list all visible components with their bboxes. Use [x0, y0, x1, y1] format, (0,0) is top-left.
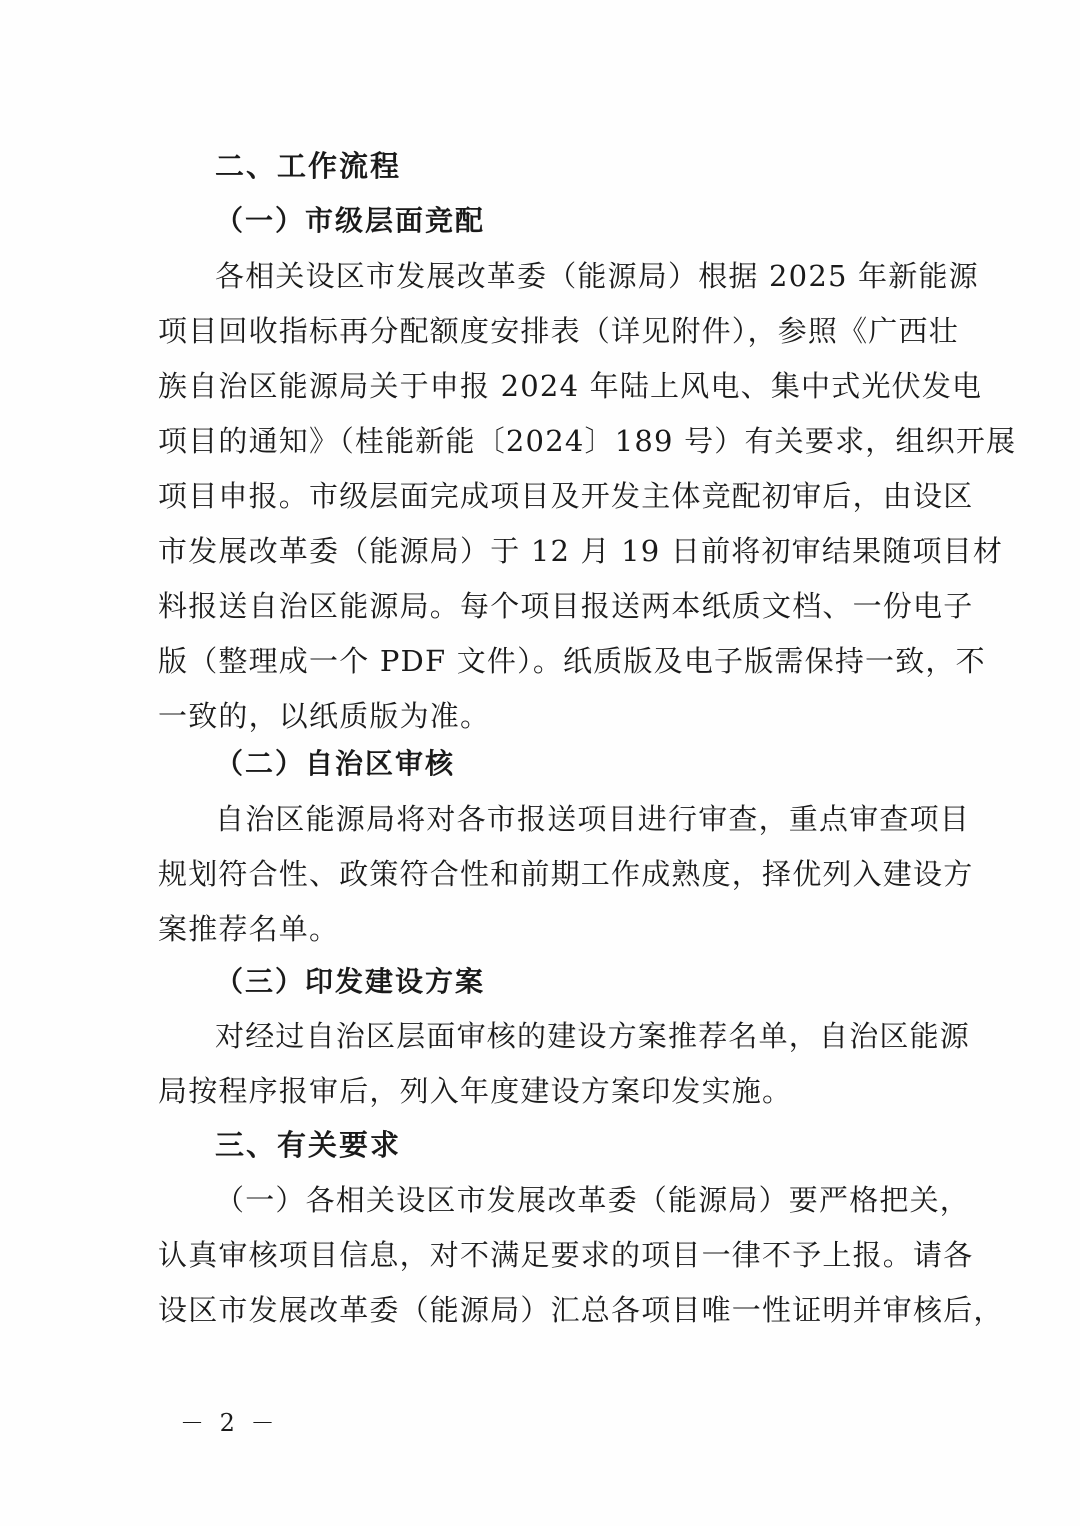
section-heading-workflow: 二、工作流程: [215, 149, 402, 183]
paragraph-line: 设区市发展改革委（能源局）汇总各项目唯一性证明并审核后，: [158, 1293, 1004, 1327]
subsection-heading-city-level: （一）市级层面竞配: [215, 204, 486, 237]
paragraph-line: 项目的通知》（桂能新能〔2024〕189 号）有关要求，组织开展: [158, 424, 1017, 458]
paragraph-line: 各相关设区市发展改革委（能源局）根据 2025 年新能源: [215, 259, 979, 293]
paragraph-line: 认真审核项目信息，对不满足要求的项目一律不予上报。请各: [158, 1238, 974, 1272]
paragraph-line: 自治区能源局将对各市报送项目进行审查，重点审查项目: [215, 802, 971, 836]
subsection-heading-region-review: （二）自治区审核: [215, 747, 456, 780]
paragraph-line: 案推荐名单。: [158, 912, 340, 946]
subsection-heading-issue-plan: （三）印发建设方案: [215, 965, 486, 998]
paragraph-line: 族自治区能源局关于申报 2024 年陆上风电、集中式光伏发电: [158, 369, 983, 403]
paragraph-line: 规划符合性、政策符合性和前期工作成熟度，择优列入建设方: [158, 857, 974, 891]
paragraph-line: 对经过自治区层面审核的建设方案推荐名单，自治区能源: [215, 1019, 971, 1053]
section-heading-requirements: 三、有关要求: [215, 1128, 402, 1162]
paragraph-line: 料报送自治区能源局。每个项目报送两本纸质文档、一份电子: [158, 589, 974, 623]
paragraph-line: 一致的，以纸质版为准。: [158, 699, 491, 733]
page-number: － 2 －: [180, 1409, 279, 1437]
paragraph-line: 局按程序报审后，列入年度建设方案印发实施。: [158, 1074, 793, 1108]
paragraph-line: （一）各相关设区市发展改革委（能源局）要严格把关，: [215, 1183, 971, 1217]
paragraph-line: 项目回收指标再分配额度安排表（详见附件），参照《广西壮: [158, 314, 959, 348]
paragraph-line: 版（整理成一个 PDF 文件）。纸质版及电子版需保持一致，不: [158, 644, 986, 678]
paragraph-line: 市发展改革委（能源局）于 12 月 19 日前将初审结果随项目材: [158, 534, 1004, 568]
paragraph-line: 项目申报。市级层面完成项目及开发主体竞配初审后，由设区: [158, 479, 974, 513]
